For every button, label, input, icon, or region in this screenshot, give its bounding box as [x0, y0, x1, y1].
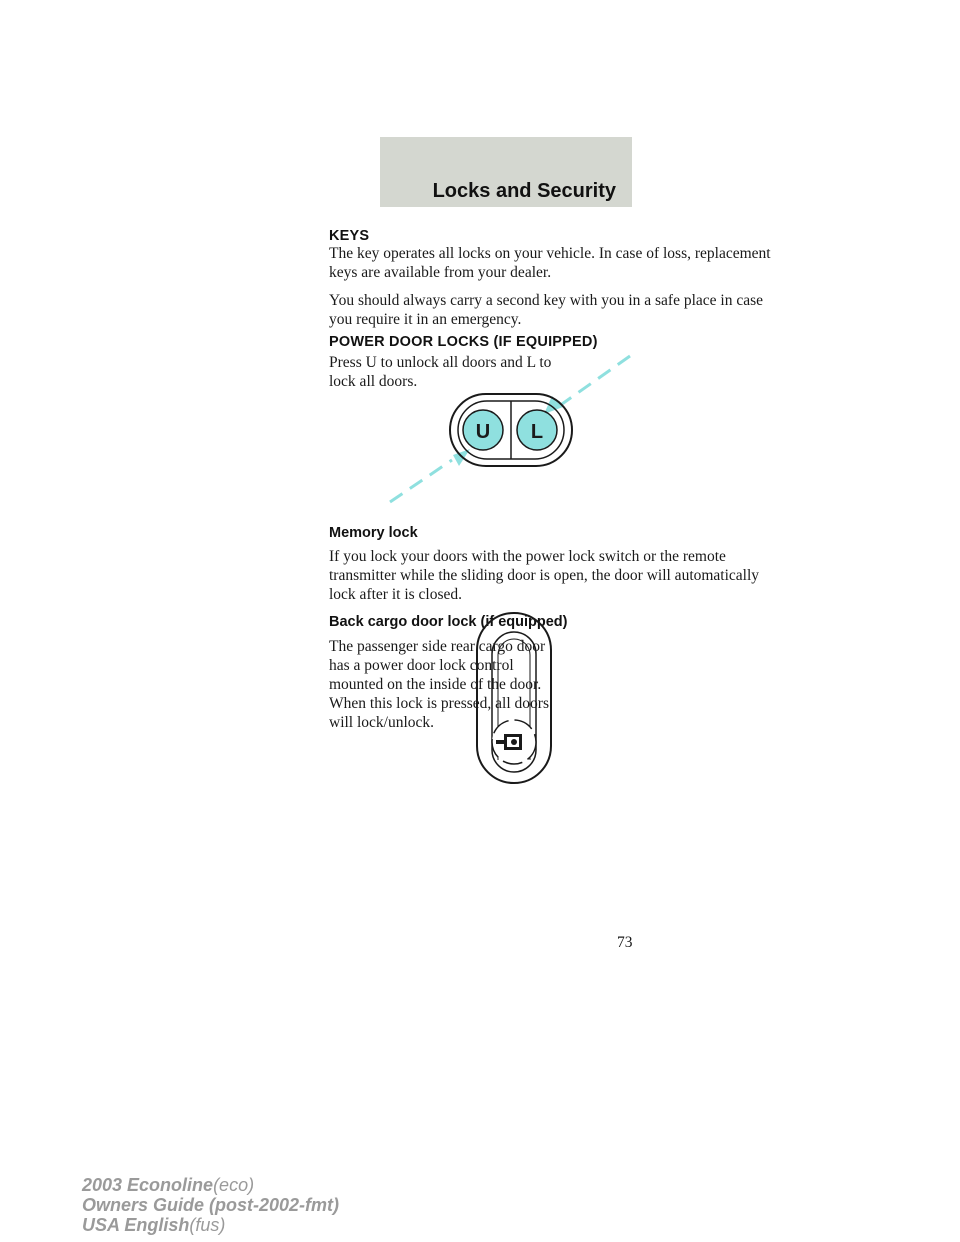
keys-paragraph-1-line-2: keys are available from your dealer.: [329, 264, 552, 281]
cargo-door-lock-line-5: will lock/unlock.: [329, 714, 435, 731]
keys-paragraph-1-line-1: The key operates all locks on your vehicle. In case of loss, replacement: [329, 245, 771, 262]
page-number: 73: [617, 934, 633, 951]
lock-callout-line: [562, 356, 630, 404]
memory-lock-line-3: lock after it is closed.: [329, 586, 462, 603]
keys-paragraph-1: [329, 244, 771, 282]
footer-guide-name: Owners Guide (post-2002-fmt): [82, 1195, 340, 1215]
keys-paragraph-2: [329, 291, 763, 329]
memory-lock-line-1: If you lock your doors with the power lock switch or the remote: [329, 548, 726, 565]
cargo-door-lock-line-4: When this lock is pressed, all doors: [329, 695, 549, 712]
footer-language: USA English: [82, 1215, 190, 1235]
unlock-callout-line: [390, 460, 452, 502]
power-door-locks-heading: POWER DOOR LOCKS (IF EQUIPPED): [329, 334, 598, 350]
document-footer: [82, 1175, 339, 1235]
lock-button-label: L: [530, 421, 544, 443]
keys-heading: KEYS: [329, 228, 370, 244]
memory-lock-line-2: transmitter while the sliding door is open, the door will automatically: [329, 567, 760, 584]
cargo-door-lock-switch-figure: [474, 610, 554, 786]
keys-paragraph-2-line-1: You should always carry a second key with you in a safe place in case: [329, 292, 764, 309]
power-door-locks-line-2: lock all doors.: [329, 373, 418, 390]
section-header-band: [380, 137, 632, 207]
cargo-door-lock-line-3: mounted on the inside of the door.: [329, 676, 542, 693]
power-lock-switch-figure: [380, 352, 636, 508]
footer-language-code: (fus): [189, 1215, 226, 1235]
memory-lock-paragraph: [329, 547, 759, 604]
footer-model-code: (eco): [213, 1175, 255, 1195]
section-title: Locks and Security: [432, 180, 616, 202]
power-door-locks-line-1: Press U to unlock all doors and L to: [329, 354, 552, 371]
memory-lock-heading: Memory lock: [329, 525, 418, 541]
keys-paragraph-2-line-2: you require it in an emergency.: [329, 311, 522, 328]
unlock-button-label: U: [475, 421, 491, 443]
footer-model: 2003 Econoline: [82, 1175, 214, 1195]
cargo-door-lock-heading: Back cargo door lock (if equipped): [329, 614, 568, 630]
cargo-door-lock-line-2: has a power door lock control: [329, 657, 514, 674]
cargo-door-lock-line-1: The passenger side rear cargo door: [329, 638, 546, 655]
